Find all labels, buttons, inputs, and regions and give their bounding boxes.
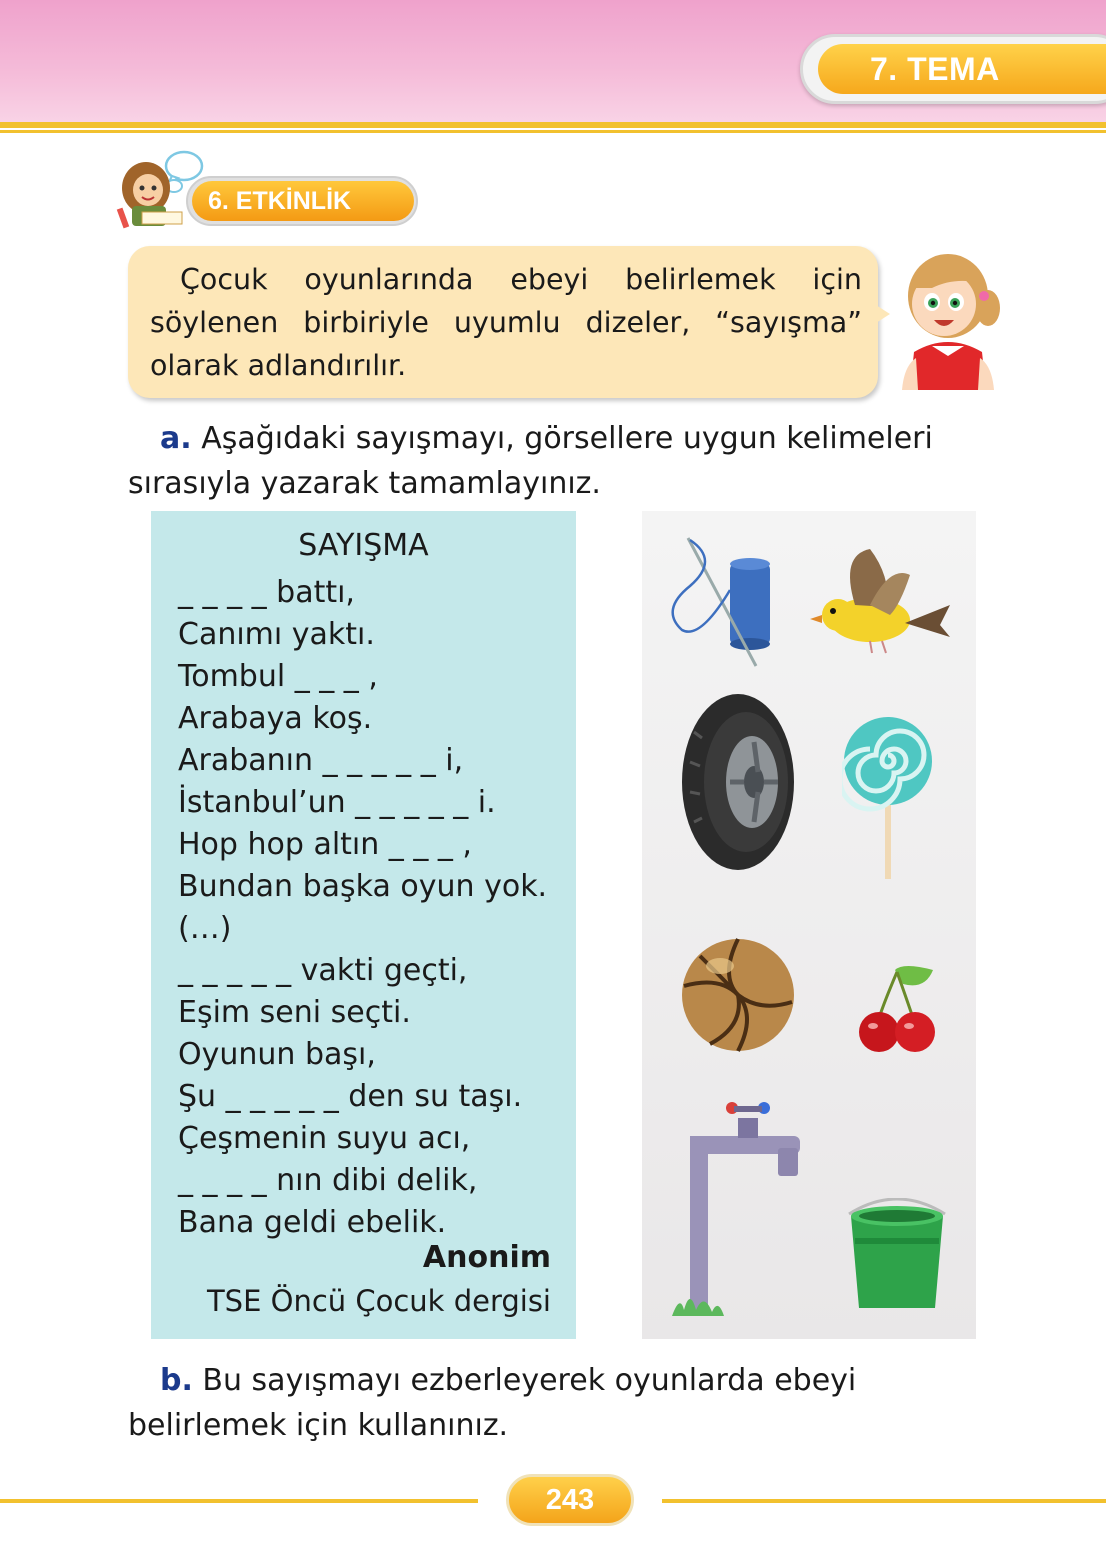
task-b-text: Bu sayışmayı ezberleyerek oyunlarda ebeyi belirlemek için kullanınız. <box>128 1363 857 1443</box>
task-b <box>128 1358 1008 1448</box>
poem-line: Arabanın _ _ _ _ _ i, <box>178 743 464 778</box>
poem-line: Canımı yaktı. <box>178 617 375 652</box>
task-a-letter: a. <box>160 421 192 456</box>
header-rule-thin <box>0 130 1106 133</box>
footer-rule-left <box>0 1499 478 1503</box>
bird-icon <box>800 545 960 660</box>
poem-line: (…) <box>178 911 232 946</box>
poem-line: Bundan başka oyun yok. <box>178 869 548 904</box>
page-number: 243 <box>506 1474 634 1526</box>
poem-line: Bana geldi ebelik. <box>178 1205 447 1240</box>
poem-author: Anonim <box>422 1240 551 1275</box>
needle-thread-icon <box>660 530 780 670</box>
poem-line: Tombul _ _ _ , <box>178 659 378 694</box>
poem-line: _ _ _ _ nın dibi delik, <box>178 1163 478 1198</box>
tire-icon <box>680 692 798 872</box>
poem-source: TSE Öncü Çocuk dergisi <box>206 1284 551 1318</box>
task-a-text: Aşağıdaki sayışmayı, görsellere uygun kelimeleri sırasıyla yazarak tamamlayınız. <box>128 421 933 501</box>
poem-lines <box>178 572 568 1244</box>
poem-line: İstanbul’un _ _ _ _ _ i. <box>178 785 496 820</box>
poem-line: Arabaya koş. <box>178 701 373 736</box>
poem-title: SAYIŞMA <box>298 528 429 563</box>
footer-rule-right <box>662 1499 1106 1503</box>
cherry-icon <box>855 960 940 1055</box>
poem-line: Eşim seni seçti. <box>178 995 411 1030</box>
bucket-icon <box>845 1198 950 1313</box>
header-rule <box>0 122 1106 128</box>
info-text: Çocuk oyunlarında ebeyi belirlemek için söylenen birbiriyle uyumlu dizeler, “sayışma” olarak adlandırılır. <box>150 263 862 382</box>
girl-character-icon <box>892 248 1004 390</box>
poem-line: Hop hop altın _ _ _ , <box>178 827 472 862</box>
theme-badge: 7. TEMA <box>818 44 1106 94</box>
activity-badge: 6. ETKİNLİK <box>192 181 414 221</box>
poem-line: Şu _ _ _ _ _ den su taşı. <box>178 1079 523 1114</box>
faucet-icon <box>672 1098 807 1318</box>
poem-line: Çeşmenin suyu acı, <box>178 1121 471 1156</box>
poem-line: _ _ _ _ _ vakti geçti, <box>178 953 468 988</box>
lollipop-icon <box>842 715 934 880</box>
info-bubble-tail <box>868 300 890 328</box>
task-b-letter: b. <box>160 1363 193 1398</box>
poem-line: Oyunun başı, <box>178 1037 376 1072</box>
task-a <box>128 416 1008 506</box>
poem-line: _ _ _ _ battı, <box>178 575 355 610</box>
ball-icon <box>680 936 796 1054</box>
